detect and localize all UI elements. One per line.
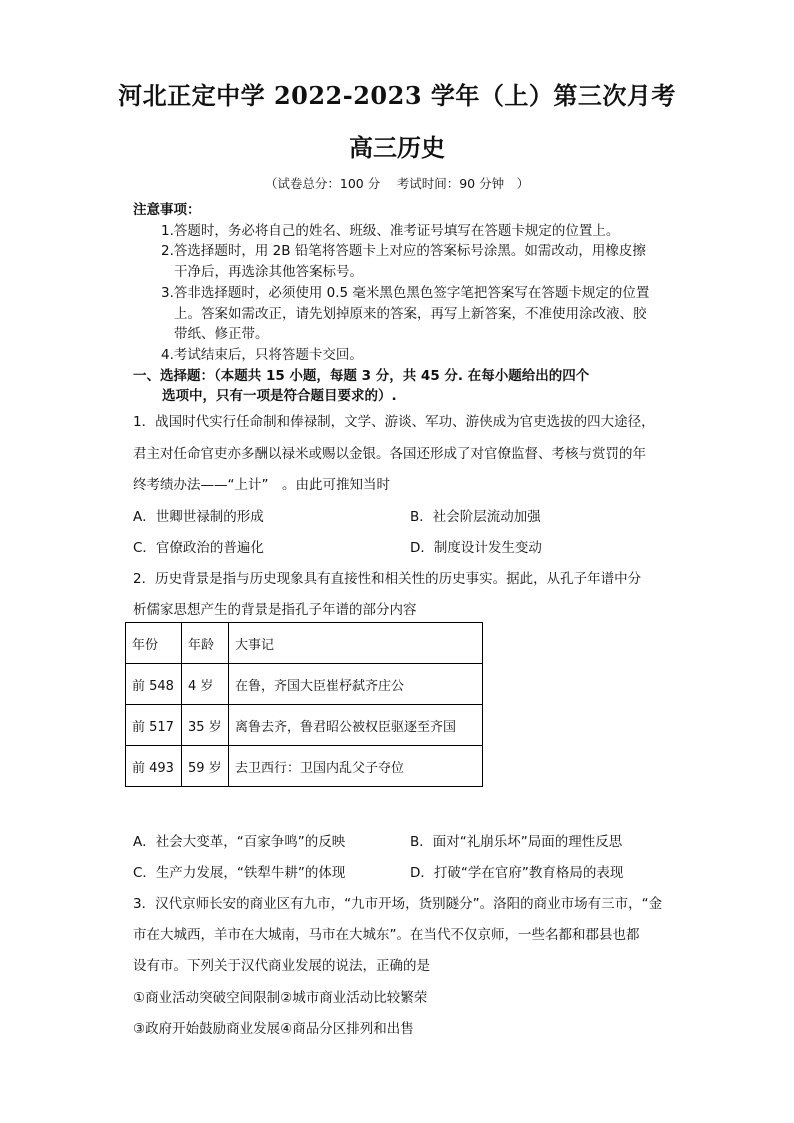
page-subtitle: 高三历史 (349, 133, 445, 162)
note-line: 上。答案如需改正，请先划掉原来的答案，再写上新答案，不准使用涂改液、胶 (174, 306, 647, 322)
note-line: 1.答题时，务必将自己的姓名、班级、准考证号填写在答题卡规定的位置上。 (161, 223, 620, 239)
table-cell: 在鲁，齐国大臣崔杼弑齐庄公 (229, 664, 483, 705)
q3-stem: 市在大城西，羊市在大城南，马市在大城东”。在当代不仅京师，一些名都和郡县也都 (133, 927, 640, 943)
q1-option-a: A．世卿世禄制的形成 (133, 509, 264, 525)
table-header-cell: 大事记 (229, 623, 483, 664)
q1-option-c: C．官僚政治的普遍化 (133, 540, 264, 556)
table-cell: 59 岁 (182, 746, 229, 787)
table-header-cell: 年龄 (182, 623, 229, 664)
table-cell: 35 岁 (182, 705, 229, 746)
section-heading: 一、选择题：（本题共 15 小题，每题 3 分，共 45 分. 在每小题给出的四个 (133, 368, 590, 384)
table-cell: 前 517 (126, 705, 182, 746)
q3-statements-1: ①商业活动突破空间限制②城市商业活动比较繁荣 (133, 990, 428, 1006)
q1-option-b: B．社会阶层流动加强 (410, 509, 541, 525)
q2-option-d: D．打破“学在官府”教育格局的表现 (410, 865, 624, 881)
note-line: 带纸、修正带。 (174, 326, 269, 342)
q1-stem: 终考绩办法——“上计” 。由此可推知当时 (133, 477, 390, 493)
q3-statements-2: ③政府开始鼓励商业发展④商品分区排列和出售 (133, 1021, 414, 1037)
section-heading-cont: 选项中，只有一项是符合题目要求的）. (162, 388, 397, 404)
note-line: 3.答非选择题时，必须使用 0.5 毫米黑色黑色签字笔把答案写在答题卡规定的位置 (161, 285, 650, 301)
table-header-row (126, 623, 483, 664)
table-row (126, 664, 483, 705)
exam-info: （试卷总分：100 分 考试时间：90 分钟 ） (264, 176, 530, 191)
q2-stem: 析儒家思想产生的背景是指孔子年谱的部分内容 (133, 602, 417, 618)
table-cell: 前 493 (126, 746, 182, 787)
table-cell: 离鲁去齐，鲁君昭公被权臣驱逐至齐国 (229, 705, 483, 746)
table-cell: 4 岁 (182, 664, 229, 705)
note-line: 2.答选择题时，用 2B 铅笔将答题卡上对应的答案标号涂黑。如需改动，用橡皮擦 (161, 243, 646, 259)
page-title: 河北正定中学 2022-2023 学年（上）第三次月考 (118, 81, 676, 110)
q2-option-b: B．面对“礼崩乐坏”局面的理性反思 (410, 834, 623, 850)
q3-stem: 设有市。下列关于汉代商业发展的说法，正确的是 (133, 958, 430, 974)
q2-stem: 2．历史背景是指与历史现象具有直接性和相关性的历史事实。据此，从孔子年谱中分 (133, 571, 642, 587)
confucius-chronology-table (125, 622, 483, 787)
table-cell: 去卫西行：卫国内乱父子夺位 (229, 746, 483, 787)
table-row (126, 705, 483, 746)
table-header-cell: 年份 (126, 623, 182, 664)
notes-heading: 注意事项： (133, 202, 201, 218)
table-cell: 前 548 (126, 664, 182, 705)
note-line: 4.考试结束后，只将答题卡交回。 (161, 347, 363, 363)
q3-stem: 3．汉代京师长安的商业区有九市，“九市开场，货别隧分”。洛阳的商业市场有三市，“金 (133, 896, 663, 912)
q2-option-c: C．生产力发展，“铁犁牛耕”的体现 (133, 865, 346, 881)
note-line: 干净后，再选涂其他答案标号。 (174, 264, 363, 280)
q2-option-a: A．社会大变革，“百家争鸣”的反映 (133, 834, 346, 850)
q1-option-d: D．制度设计发生变动 (410, 540, 542, 556)
q1-stem: 君主对任命官吏亦多酬以禄米或赐以金银。各国还形成了对官僚监督、考核与赏罚的年 (133, 446, 646, 462)
q1-stem: 1．战国时代实行任命制和俸禄制，文学、游谈、军功、游侠成为官吏选拔的四大途径， (133, 414, 655, 430)
table-row (126, 746, 483, 787)
